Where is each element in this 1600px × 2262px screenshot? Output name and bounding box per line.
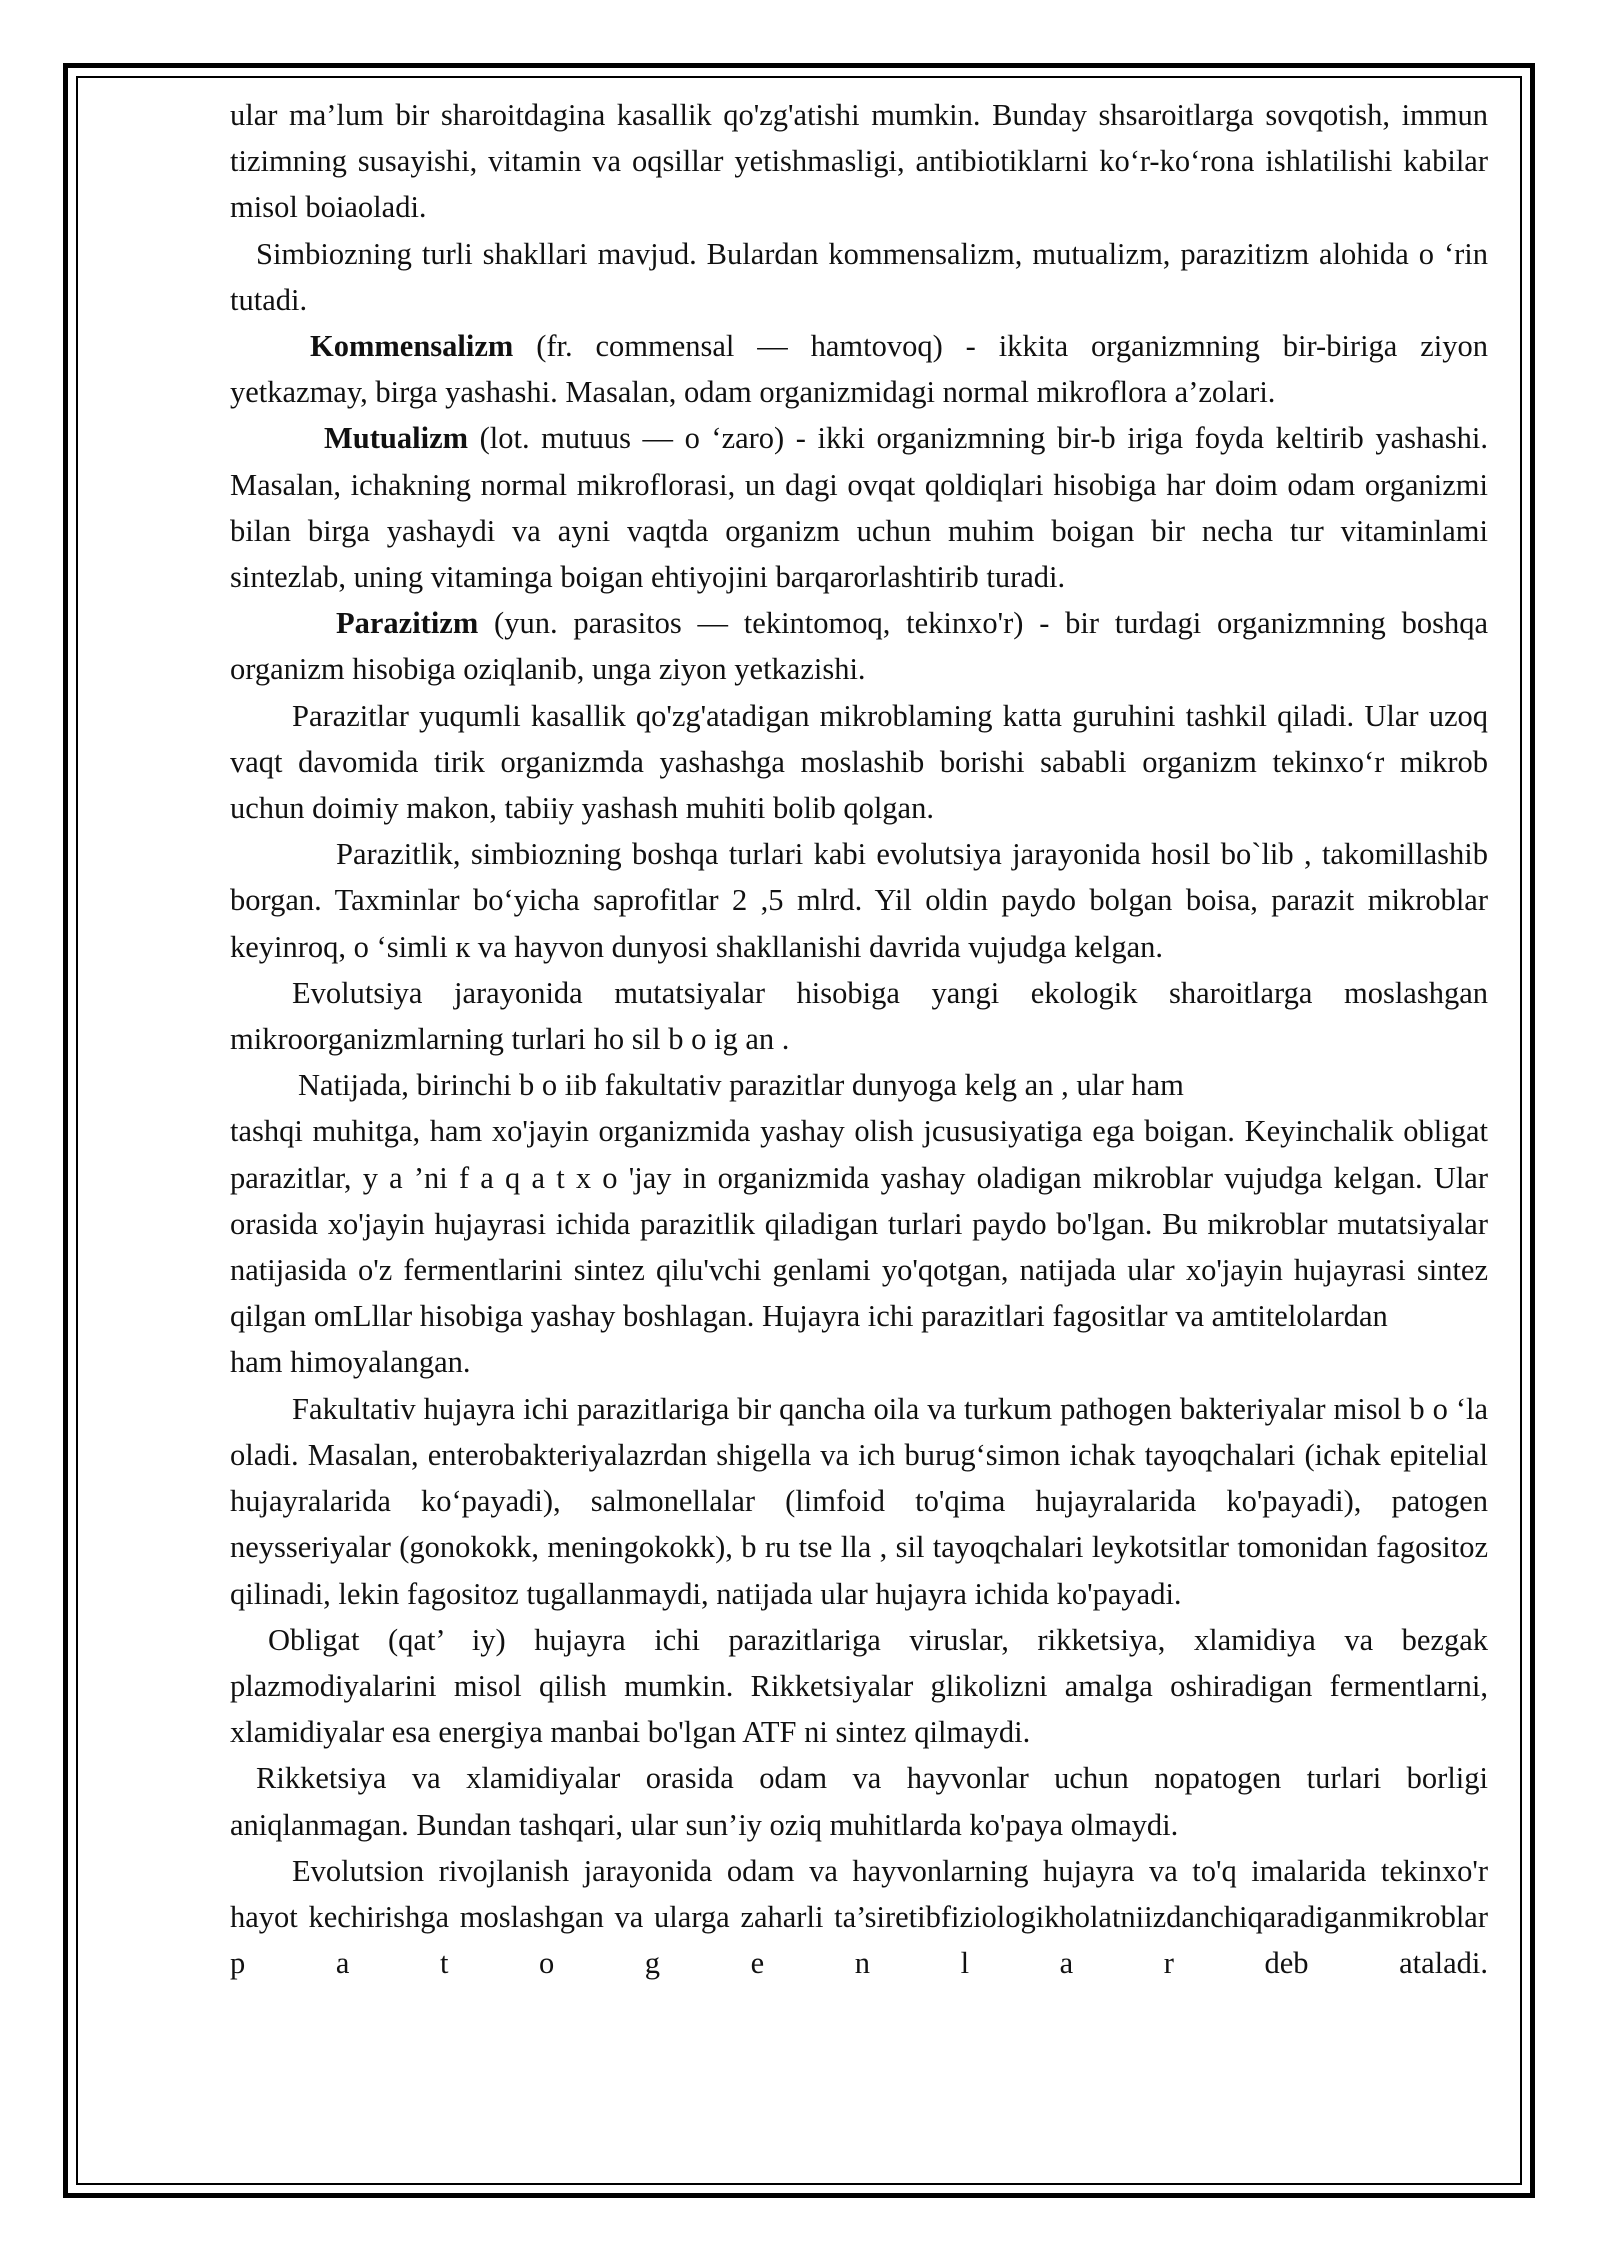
- paragraph-mutualizm: [230, 415, 1488, 600]
- paragraph-intro: ular ma’lum bir sharoitdagina kasallik qo'zg'atishi mumkin. Bunday shsaroitlarga sovqotish, immun tizimning susayishi, vitamin va oqsillar yetishmasligi, antibiotiklarni ko‘r-ko‘rona ishlatilishi kabilar misol boiaoladi.: [230, 98, 1488, 225]
- definition-kommensalizm: (fr. commensal — hamtovoq) - ikkita organizmning bir-biriga ziyon yetkazmay, birga yashashi. Masalan, odam organizmidagi normal mikroflora a’zolari.: [230, 329, 1488, 410]
- paragraph-kommensalizm: [230, 323, 1488, 415]
- term-parazitizm: Parazitizm: [336, 606, 479, 641]
- paragraph-natijada: Natijada, birinchi b o iib fakultativ parazitlar dunyoga kelg an , ular ham: [298, 1068, 1184, 1103]
- paragraph-fakultativ: Fakultativ hujayra ichi parazitlariga bir qancha oila va turkum pathogen bakteriyalar misol b o ‘la oladi. Masalan, enterobakteriyalazrdan shigella va ich burug‘simon ichak tayoqchalari (ichak epitelial hujayralarida ko‘payadi), salmonellalar (limfoid to'qima hujayralarida ko'payadi), patogen neysseriyalar (gonokokk, meningokokk), b ru tse lla , sil tayoqchalari leykotsitlar tomonidan fagositoz qilinadi, lekin fagositoz tugallanmaydi, natijada ular hujayra ichida ko'payadi.: [230, 1391, 1488, 1611]
- paragraph-obligat: Obligat (qat’ iy) hujayra ichi parazitlariga viruslar, rikketsiya, xlamidiya va bezgak plazmodiyalarini misol qilish mumkin. Rikketsiyalar glikolizni amalga oshiradigan fermentlarni, xlamidiyalar esa energiya manbai bo'lgan ATF ni sintez qilmaydi.: [230, 1622, 1488, 1750]
- paragraph-himoyalangan: ham himoyalangan.: [230, 1345, 471, 1380]
- paragraph-mutatsiya: Evolutsiya jarayonida mutatsiyalar hisobiga yangi ekologik sharoitlarga moslashgan mikroorganizmlarning turlari ho sil b o ig an .: [230, 975, 1488, 1057]
- paragraph-parazitlar: Parazitlar yuqumli kasallik qo'zg'atadigan mikroblaming katta guruhini tashkil qiladi. Ular uzoq vaqt davomida tirik organizmda yashashga moslashib borishi sababli organizm tekinxo‘r mikrob uchun doimiy makon, tabiiy yashash muhiti bolib qolgan.: [230, 698, 1488, 826]
- term-kommensalizm: Kommensalizm: [310, 329, 514, 364]
- paragraph-simbioz-forms: Simbiozning turli shakllari mavjud. Bulardan kommensalizm, mutualizm, parazitizm alohida o ‘rin tutadi.: [230, 236, 1488, 317]
- definition-mutualizm: (lot. mutuus — o ‘zaro) - ikki organizmning bir-b iriga foyda keltirib yashashi. Masalan, ichakning normal mikroflorasi, un dagi ovqat qoldiqlari hisobiga har doim odam organizmi bilan birga yashaydi va ayni vaqtda organizm uchun muhim boigan bir necha tur vitaminlami sintezlab, uning vitaminga boigan ehtiyojini barqarorlashtirib turadi.: [230, 421, 1488, 595]
- paragraph-rikketsiya: Rikketsiya va xlamidiyalar orasida odam va hayvonlar uchun nopatogen turlari borligi aniqlanmagan. Bundan tashqari, ular sun’iy oziq muhitlarda ko'paya olmaydi.: [230, 1761, 1488, 1842]
- paragraph-parazitizm: [230, 600, 1488, 692]
- paragraph-obligat-intro: tashqi muhitga, ham xo'jayin organizmida yashay olish jcususiyatiga ega boigan. Keyinchalik obligat parazitlar, y a ’ni f a q a t x o 'jay in organizmida yashay oladigan mikroblar vujudga kelgan. Ular orasida xo'jayin hujayrasi ichida parazitlik qiladigan turlari paydo bo'lgan. Bu mikroblar mutatsiyalar natijasida o'z fermentlarini sintez qilu'vchi genlami yo'qotgan, natijada ular xo'jayin hujayrasi sintez qilgan omLllar hisobiga yashay boshlagan. Hujayra ichi parazitlari fagositlar va amtitelolardan: [230, 1114, 1488, 1334]
- term-mutualizm: Mutualizm: [324, 421, 469, 456]
- document-body: [230, 92, 1488, 1986]
- paragraph-parazitlik-evolution: Parazitlik, simbiozning boshqa turlari kabi evolutsiya jarayonida hosil bo`lib , takomillashib borgan. Taxminlar bo‘yicha saprofitlar 2 ,5 mlrd. Yil oldin paydo bolgan boisa, parazit mikroblar keyinroq, o ‘simli к va hayvon dunyosi shakllanishi davrida vujudga kelgan.: [230, 837, 1488, 964]
- definition-parazitizm: (yun. parasitos — tekintomoq, tekinxo'r) - bir turdagi organizmning boshqa organizm hisobiga oziqlanib, unga ziyon yetkazishi.: [230, 606, 1488, 687]
- paragraph-patogenlar: Evolutsion rivojlanish jarayonida odam va hayvonlarning hujayra va to'q imalarida tekinxo'r hayot kechirishga moslashgan va ularga zaharli ta’siretibfiziologikholatniizdanchiqaradiganmikroblar p a t o g e n l a r deb ataladi.: [230, 1853, 1488, 1981]
